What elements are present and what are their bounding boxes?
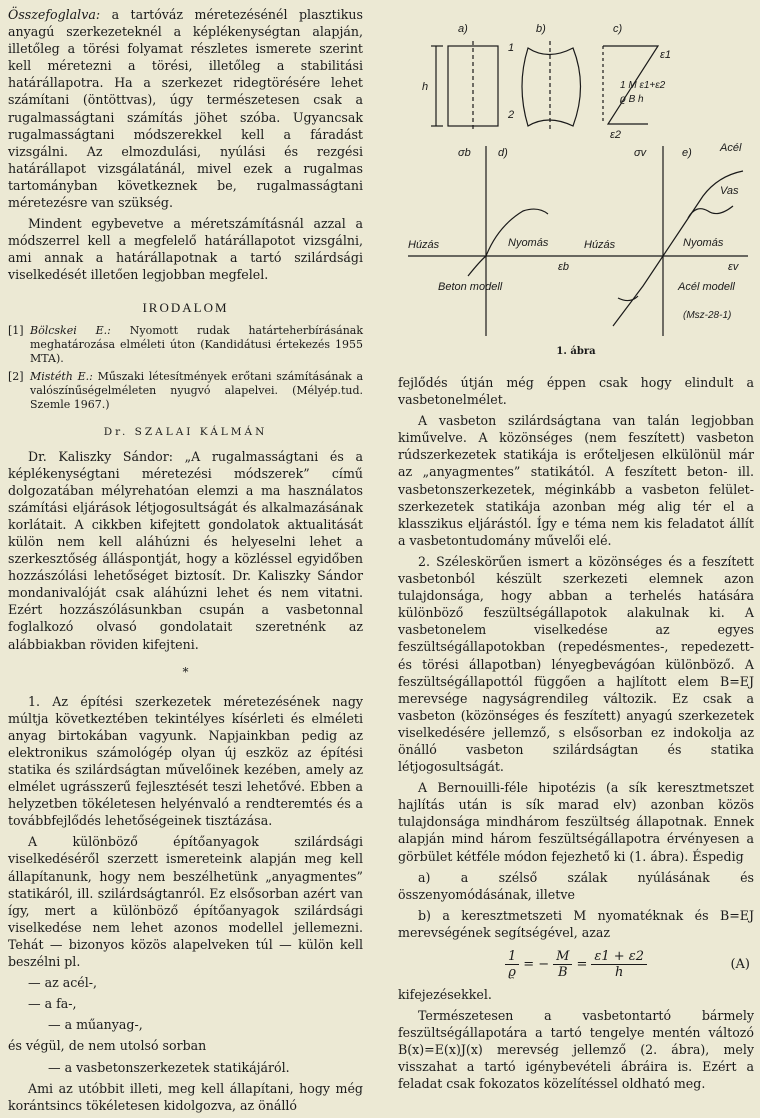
eq-lhs-bottom: ϱ <box>508 965 516 980</box>
references-heading: IRODALOM <box>142 299 229 315</box>
summary-label: Összefoglalva: <box>8 7 101 22</box>
equation-a <box>398 949 754 980</box>
label-h: h <box>422 81 429 93</box>
eq-r-top: ε1 + ε2 <box>591 949 647 965</box>
label-beton-modell: Beton modell <box>438 281 503 293</box>
label-c: c) <box>613 23 623 35</box>
materials-paragraph: A különböző építőanyagok szilárdsági viselkedéséről szerzett ismereteink alapján meg kell állapítanunk, hogy nem beszélhetünk „anyagmentes” statikáról, ill. szilárdságtanról. Ez elsősorban azért van így, mert a különböző építőanyagok szilárdsági viselkedése nem lehet azonos modellel jellemezni. Tehát — bizonyos közös alapelveken túl — külön kell beszélni pl. <box>8 834 363 970</box>
label-huzas-left: Húzás <box>408 239 440 251</box>
figure-caption: 1. ábra <box>556 346 596 357</box>
right-column <box>398 6 754 1097</box>
summary-text: a tartóváz méretezésénél plasztikus anyagú szerkezeteknél a képlékenységtan alapján, illetőleg a törési folyamat részletes ismerete szerint kell méretezni a törési, illetőleg a stabilitási határállapotra. Ha a szerkezet ridegtörésére lehet számítani (öntöttvas), úgy természetesen csak a rugalmasságtani számítás jöhet szóba. Ugyancsak rugalmasságtani módszerekkel kell a fáradást vizsgálni. Az elmozdulási, nyúlási és rezgési határállapot vizsgálatánál, mivel ezek a rugalmas tartományban következnek be, rugalmasságtani méretezésre van szükség. <box>8 7 363 211</box>
label-eps-b: εb <box>558 261 569 273</box>
figure-1 <box>398 6 754 370</box>
label-b: b) <box>536 23 546 35</box>
list-item: — az acél-, <box>28 975 98 991</box>
item-a: a) a szélső szálak nyúlásának és összenyomódásának, illetve <box>398 869 754 902</box>
figure-diagram <box>398 6 754 346</box>
bernoulli-paragraph: A Bernouilli-féle hipotézis (a sík keresztmetszet hajlítás után is sík marad elv) azonban közös tulajdonsága mindhárom feszültség állapotnak. Ennek alapján mind három feszültségállapotra érvényesen a görbület kétféle módon fejezhető ki (1. ábra). Éspedig <box>398 780 754 864</box>
label-acel-modell: Acél modell <box>678 281 735 293</box>
reference-author: Bölcskei E.: <box>30 323 111 337</box>
reference-item <box>8 370 363 412</box>
label-two: 2 <box>508 109 515 121</box>
label-sigma-v: σv <box>634 147 647 159</box>
section2-paragraph: 2. Széleskörűen ismert a közönséges és a feszített vasbetonból készült szerkezeti elemnek azon tulajdonsága, hogy abban a terhelés hatására különböző feszültségállapotok alakulnak ki. A vasbetonelem viselkedése az egyes feszültségállapotokban (repedésmentes-, repedezett- és törési állapotban) lényegbevágóan különböző. A feszültségállapottól függően a hajlított elem B=EJ merevsége nagyságrendileg változik. Ez csak a vasbeton (közönséges és feszített) anyagú szerkezetek viselkedésére jellemző, s elsősorban ez indokolja az önálló vasbeton szilárdságtan és statika létjogosultságát. <box>398 553 754 775</box>
label-d: d) <box>498 147 508 159</box>
eq-m-top: M <box>553 949 572 965</box>
reference-text: Műszaki létesítmények erőtani számításának a valószínűségelméleten nyugvó alapelvei. (Mélyép.tud. Szemle 1967.) <box>30 369 364 411</box>
label-vas: Vas <box>720 185 739 197</box>
label-nyomas-left: Nyomás <box>508 237 549 249</box>
label-eps2: ε2 <box>610 129 621 141</box>
formula-bottom: ϱ B h <box>620 94 644 105</box>
section-divider: * <box>182 664 189 679</box>
author-byline: Dr. SZALAI KÁLMÁN <box>103 425 268 438</box>
section-b-shape <box>522 48 581 126</box>
label-eps1: ε1 <box>660 49 671 61</box>
list-item: — a vasbetonszerkezetek statikájáról. <box>48 1059 290 1075</box>
label-msz: (Msz-28-1) <box>683 310 732 321</box>
label-huzas-right: Húzás <box>584 239 616 251</box>
label-one: 1 <box>508 42 515 54</box>
eq-m-bottom: B <box>558 965 568 980</box>
reference-author: Mistéth E.: <box>30 369 93 383</box>
reference-item <box>8 324 363 366</box>
continuation-paragraph: fejlődés útján még éppen csak hogy elindult a vasbetonelmélet. <box>398 375 754 408</box>
eq-equals: = <box>576 957 588 972</box>
list-item: — a fa-, <box>28 996 77 1012</box>
strength-paragraph: A vasbeton szilárdságtana van talán legjobban kiművelve. A közönséges (nem feszített) vasbeton rúdszerkezetek statikája is erőteljesen elkülönül már az „anyagmentes” statikától. A feszített beton- ill. vasbetonszerkezetek, méginkább a vasbeton felület-szerkezetek statikája azonban még alig tér el a klasszikus eljárástól. Így e téma nem kis feladatot állít a vasbetontudomány művelői elé. <box>398 413 754 548</box>
final-paragraph: Természetesen a vasbetontartó bármely feszültségállapotára a tartó tengelye mentén változó B(x)=E(x)J(x) merevség jellemző (2. ábra), mely visszahat a tartó igénybevételi ábráira is. Ezért a feladat csak fokozatos közelítéssel oldható meg. <box>398 1008 754 1092</box>
formula-top: 1 M ε1+ε2 <box>620 80 666 91</box>
list-item: és végül, de nem utolsó sorban <box>8 1038 207 1054</box>
summary-paragraph <box>8 6 363 211</box>
eq-r-bottom: h <box>615 965 624 980</box>
reference-text: Nyomott rudak határteherbírásának meghatározása elméleti úton (Kandidátusi értekezés 1955 MTA). <box>30 323 364 365</box>
left-column <box>8 6 363 1118</box>
expressions-line: kifejezésekkel. <box>398 987 492 1002</box>
label-e: e) <box>682 147 692 159</box>
conclusion-paragraph: Mindent egybevetve a méretszámításnál azzal a módszerrel kell a megfelelő határállapotot vizsgálni, ami annak a határállapotnak a tartó szilárdsági viselkedését illetően legjobban megfelel. <box>8 216 363 283</box>
label-acel: Acél <box>720 142 742 154</box>
eq-label: (A) <box>730 957 750 972</box>
eq-mid: = − <box>523 957 550 972</box>
label-a: a) <box>458 23 468 35</box>
eq-lhs-top: 1 <box>505 949 519 965</box>
label-nyomas-right: Nyomás <box>683 237 724 249</box>
intro-paragraph: Dr. Kaliszky Sándor: „A rugalmasságtani és a képlékenységtani méretezési módszerek” című dolgozatában mélyrehatóan elemzi a ma használatos számítási eljárások létjogosultságát és alkalmazásának korlátait. A cikkben kifejtett gondolatok aktualitását külön nem kell aláhúzni és helyeselni lehet a szerkesztőség álláspontját, hogy a közléssel egyidőben hozzászólási lehetőséget biztosít. Dr. Kaliszky Sándor mondanivalóját csak aláhúzni lehet és nem vitatni. Ezért hozzászólásunkban csupán a vasbetonnal foglalkozó olvasó gondolatait szeretnénk az alábbiakban röviden kifejteni. <box>8 448 363 652</box>
label-eps-v: εv <box>728 261 739 273</box>
item-b: b) a keresztmetszeti M nyomatéknak és B=EJ merevségének segítségével, azaz <box>398 907 754 940</box>
reference-number: [1] <box>8 323 24 337</box>
label-sigma-b: σb <box>458 147 471 159</box>
list-item: — a műanyag-, <box>48 1017 143 1033</box>
section1-paragraph: 1. Az építési szerkezetek méretezésének nagy múltja következtében tekintélyes kísérleti és elméleti anyag birtokában vagyunk. Napjainkban pedig az elektronikus számológép olyan új eszköz az építési statika és szilárdságtan művelőinek kezében, amely az elmélet ugrásszerű fejlesztését teszi lehetővé. Ebben a helyzetben tökéletesen helyénvaló a rendteremtés és a továbbfejlődés lehetőségeinek tisztázása. <box>8 693 363 829</box>
reference-number: [2] <box>8 369 24 383</box>
closing-paragraph: Ami az utóbbit illeti, meg kell állapítani, hogy még korántsincs tökéletesen kidolgozva, az önálló <box>8 1080 363 1113</box>
